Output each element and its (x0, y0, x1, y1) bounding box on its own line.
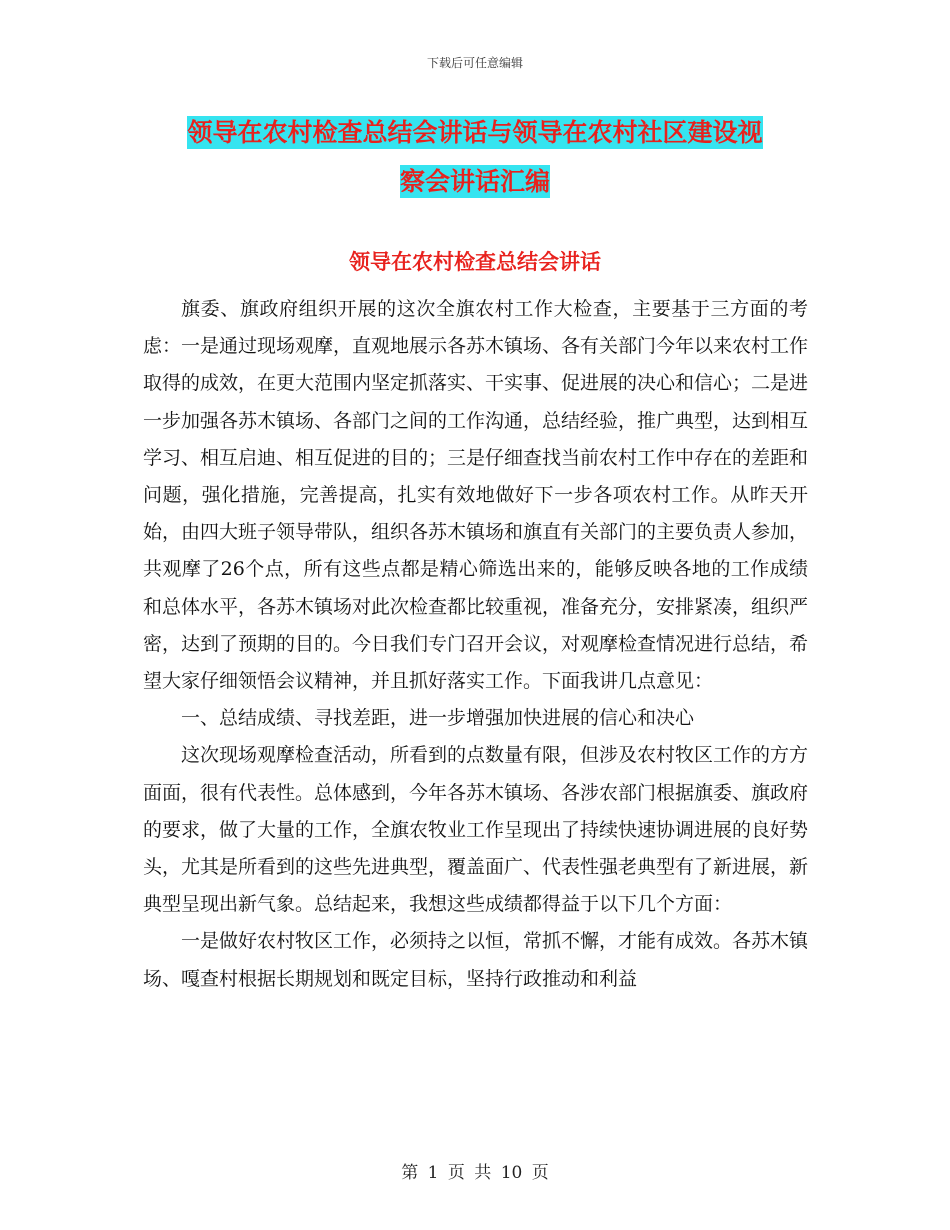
paragraph-2: 这次现场观摩检查活动，所看到的点数量有限，但涉及农村牧区工作的方方面面，很有代表性。总体感到，今年各苏木镇场、各涉农部门根据旗委、旗政府的要求，做了大量的工作，全旗农牧业工作呈现出了持续快速协调进展的良好势头，尤其是所看到的这些先进典型，覆盖面广、代表性强老典型有了新进展，新典型呈现出新气象。总结起来，我想这些成绩都得益于以下几个方面： (143, 744, 809, 916)
document-title-line-2: 察会讲话汇编 (399, 167, 550, 196)
section-title: 领导在农村检查总结会讲话 (349, 249, 601, 274)
document-title-line-1: 领导在农村检查总结会讲话与领导在农村社区建设视 (187, 118, 763, 147)
document-title (140, 108, 810, 206)
page-number: 第 1 页 共 10 页 (401, 1163, 549, 1183)
paragraph-1: 旗委、旗政府组织开展的这次全旗农村工作大检查，主要基于三方面的考虑：一是通过现场观摩，直观地展示各苏木镇场、各有关部门今年以来农村工作取得的成效，在更大范围内坚定抓落实、干实事、促进展的决心和信心；二是进一步加强各苏木镇场、各部门之间的工作沟通，总结经验，推广典型，达到相互学习、相互启迪、相互促进的目的；三是仔细查找当前农村工作中存在的差距和问题，强化措施，完善提高，扎实有效地做好下一步各项农村工作。从昨天开始，由四大班子领导带队，组织各苏木镇场和旗直有关部门的主要负责人参加，共观摩了26个点，所有这些点都是精心筛选出来的，能够反映各地的工作成绩和总体水平，各苏木镇场对此次检查都比较重视，准备充分，安排紧凑，组织严密，达到了预期的目的。今日我们专门召开会议，对观摩检查情况进行总结，希望大家仔细领悟会议精神，并且抓好落实工作。下面我讲几点意见： (143, 298, 809, 693)
paragraph-heading-1: 一、总结成绩、寻找差距，进一步增强加快进展的信心和决心 (181, 707, 695, 730)
paragraph-3: 一是做好农村牧区工作，必须持之以恒，常抓不懈，才能有成效。各苏木镇场、嘎查村根据长期规划和既定目标，坚持行政推动和利益 (143, 930, 809, 990)
document-body (143, 291, 808, 998)
page-header-note: 下载后可任意编辑 (426, 56, 523, 70)
